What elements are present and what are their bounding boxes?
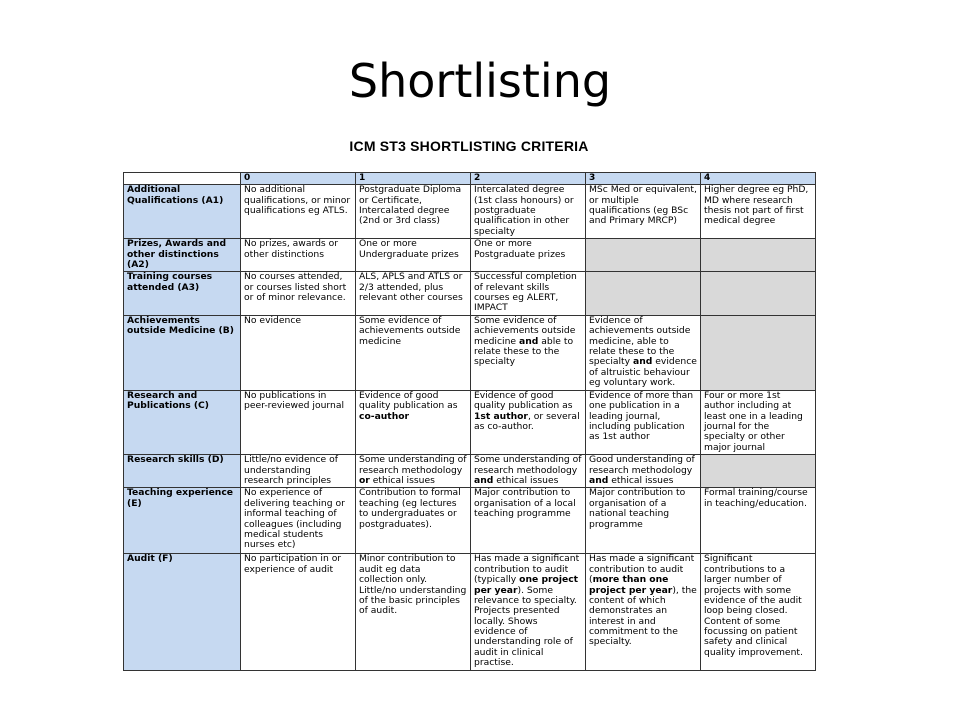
emphasis-text: 1st author <box>474 410 528 422</box>
column-header-3: 3 <box>586 173 701 185</box>
empty-cell <box>586 239 701 272</box>
cell-text: ethical issues <box>369 474 435 486</box>
emphasis-text: and <box>474 474 494 486</box>
table-cell: MSc Med or equivalent, or multiple qualifications (eg BSc and Primary MRCP) <box>586 185 701 239</box>
empty-cell <box>701 239 816 272</box>
cell-text: ethical issues <box>608 474 674 486</box>
cell-text: ). Some relevance to specialty. Projects presented locally. Shows evidence of understanding role of audit in clinical practise. <box>474 584 577 669</box>
table-cell <box>471 390 586 454</box>
table-row <box>124 185 816 239</box>
criteria-table <box>123 172 816 671</box>
empty-cell <box>701 455 816 488</box>
column-header-4: 4 <box>701 173 816 185</box>
table-cell: Higher degree eg PhD, MD where research thesis not part of first medical degree <box>701 185 816 239</box>
table-cell: No experience of delivering teaching or informal teaching of colleagues (including medical students nurses etc) <box>241 488 356 554</box>
empty-cell <box>586 272 701 316</box>
row-label: Additional Qualifications (A1) <box>124 185 241 239</box>
cell-text: Some understanding of research methodology <box>359 454 467 476</box>
table-cell: No courses attended, or courses listed short or of minor relevance. <box>241 272 356 316</box>
table-cell: No evidence <box>241 315 356 390</box>
criteria-document <box>123 134 815 669</box>
row-label: Prizes, Awards and other distinctions (A2) <box>124 239 241 272</box>
table-cell: Four or more 1st author including at least one in a leading journal for the specialty or other major journal <box>701 390 816 454</box>
cell-text: ethical issues <box>493 474 559 486</box>
table-cell <box>586 315 701 390</box>
table-cell: Successful completion of relevant skills courses eg ALERT, IMPACT <box>471 272 586 316</box>
table-header-row <box>124 173 816 185</box>
table-cell: One or more Undergraduate prizes <box>356 239 471 272</box>
table-cell: Evidence of more than one publication in a leading journal, including publication as 1st author <box>586 390 701 454</box>
slide-title: Shortlisting <box>348 54 612 108</box>
emphasis-text: and <box>519 335 539 347</box>
emphasis-text: more than one project per year <box>589 574 673 596</box>
row-label: Research and Publications (C) <box>124 390 241 454</box>
table-cell: One or more Postgraduate prizes <box>471 239 586 272</box>
table-cell: Contribution to formal teaching (eg lectures to undergraduates or postgraduates). <box>356 488 471 554</box>
column-header-2: 2 <box>471 173 586 185</box>
empty-cell <box>701 272 816 316</box>
table-row <box>124 315 816 390</box>
table-cell: Formal training/course in teaching/education. <box>701 488 816 554</box>
cell-text: able to relate these to the specialty <box>474 335 574 368</box>
column-header-corner <box>124 173 241 185</box>
row-label: Audit (F) <box>124 554 241 670</box>
row-label: Achievements outside Medicine (B) <box>124 315 241 390</box>
row-label: Teaching experience (E) <box>124 488 241 554</box>
cell-text: ), the content of which demonstrates an interest in and commitment to the specialty. <box>589 584 697 648</box>
table-cell: No participation in or experience of audit <box>241 554 356 670</box>
row-label: Training courses attended (A3) <box>124 272 241 316</box>
column-header-1: 1 <box>356 173 471 185</box>
cell-text: Has made a significant contribution to audit ( <box>589 553 695 586</box>
cell-text: evidence of altruistic behaviour eg voluntary work. <box>589 356 697 389</box>
cell-text: Good understanding of research methodology <box>589 454 695 476</box>
table-cell: Major contribution to organisation of a national teaching programme <box>586 488 701 554</box>
table-cell <box>471 315 586 390</box>
table-row <box>124 239 816 272</box>
table-cell <box>356 390 471 454</box>
column-header-0: 0 <box>241 173 356 185</box>
cell-text: Evidence of achievements outside medicine, able to relate these to the specialty <box>589 315 691 368</box>
table-cell: No additional qualifications, or minor qualifications eg ATLS. <box>241 185 356 239</box>
cell-text: Some understanding of research methodology <box>474 454 582 476</box>
cell-text: Has made a significant contribution to audit (typically <box>474 553 580 586</box>
table-cell <box>586 455 701 488</box>
table-cell: Major contribution to organisation of a local teaching programme <box>471 488 586 554</box>
table-cell <box>586 554 701 670</box>
table-cell: Significant contributions to a larger number of projects with some evidence of the audit loop being closed. Content of some focussing on patient safety and clinical quality improvement. <box>701 554 816 670</box>
table-cell <box>471 554 586 670</box>
table-row <box>124 390 816 454</box>
emphasis-text: one project per year <box>474 574 579 596</box>
cell-text: , or several as co-author. <box>474 410 580 433</box>
document-heading: ICM ST3 SHORTLISTING CRITERIA <box>349 138 589 154</box>
table-cell: Little/no evidence of understanding research principles <box>241 455 356 488</box>
table-cell: ALS, APLS and ATLS or 2/3 attended, plus relevant other courses <box>356 272 471 316</box>
cell-text: Some evidence of achievements outside medicine <box>474 315 576 347</box>
table-cell: No prizes, awards or other distinctions <box>241 239 356 272</box>
table-cell <box>356 455 471 488</box>
table-cell: Postgraduate Diploma or Certificate, Intercalated degree (2nd or 3rd class) <box>356 185 471 239</box>
row-label: Research skills (D) <box>124 455 241 488</box>
table-row <box>124 272 816 316</box>
table-row <box>124 455 816 488</box>
table-cell <box>471 455 586 488</box>
empty-cell <box>701 315 816 390</box>
cell-text: Evidence of good quality publication as <box>359 390 458 412</box>
cell-text: Evidence of good quality publication as <box>474 390 573 412</box>
table-cell: Minor contribution to audit eg data collection only. Little/no understanding of the basic principles of audit. <box>356 554 471 670</box>
table-row <box>124 554 816 670</box>
table-cell: Some evidence of achievements outside medicine <box>356 315 471 390</box>
emphasis-text: and <box>633 356 653 368</box>
emphasis-text: co-author <box>359 410 410 422</box>
table-cell: Intercalated degree (1st class honours) or postgraduate qualification in other specialty <box>471 185 586 239</box>
emphasis-text: or <box>359 474 370 486</box>
table-cell: No publications in peer-reviewed journal <box>241 390 356 454</box>
emphasis-text: and <box>589 474 609 486</box>
table-row <box>124 488 816 554</box>
